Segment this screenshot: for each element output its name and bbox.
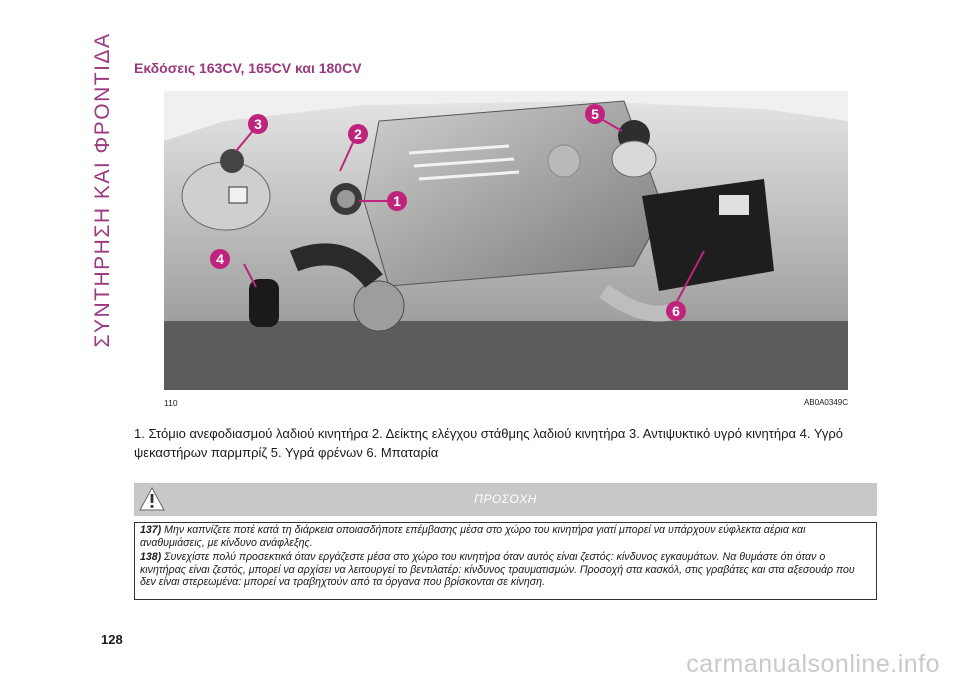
warning-item-text: Μην καπνίζετε ποτέ κατά τη διάρκεια οποιασδήποτε επέμβασης μέσα στο χώρο του κινητήρα γιατί μπορεί να υπάρχουν εύφλεκτα αέρια και αναθυμιάσεις, με κίνδυνο ανάφλεξης. — [140, 524, 806, 549]
engine-bay-photo — [164, 91, 848, 390]
svg-text:5: 5 — [591, 106, 599, 122]
warning-box — [134, 522, 877, 600]
watermark: carmanualsonline.info — [686, 650, 940, 678]
svg-text:4: 4 — [216, 251, 224, 267]
warning-item-text: Συνεχίστε πολύ προσεκτικά όταν εργάζεστε μέσα στο χώρο του κινητήρα όταν αυτός είναι ζεστός: κίνδυνος εγκαυμάτων. Να θυμάστε ότι όταν ο κινητήρας είναι ζεστός, μπορεί να αρχίσει να λειτουργεί το βεντιλατέρ: κίνδυνος τραυματισμών. Προσοχή στα κασκόλ, στις γραβάτες και στα αξεσουάρ που δεν είναι στερεωμένα: μπορεί να τραβηχτούν από τα όργανα που βρίσκονται σε κίνηση. — [140, 551, 855, 588]
svg-text:6: 6 — [672, 303, 680, 319]
callout-3 — [248, 114, 268, 134]
callout-2 — [348, 124, 368, 144]
svg-text:1: 1 — [393, 193, 401, 209]
callout-5 — [585, 104, 605, 124]
chapter-side-title-text: ΣΥΝΤΗΡΗΣΗ ΚΑΙ ΦΡΟΝΤΙΔΑ — [91, 32, 114, 348]
warning-item — [135, 550, 876, 590]
warning-header — [134, 483, 877, 516]
figure-number: 110 — [164, 398, 178, 408]
chapter-side-title — [88, 32, 118, 348]
section-heading: Εκδόσεις 163CV, 165CV και 180CV — [134, 60, 362, 76]
svg-text:2: 2 — [354, 126, 362, 142]
svg-text:3: 3 — [254, 116, 262, 132]
figure-code: AB0A0349C — [803, 398, 848, 407]
warning-title: ΠΡΟΣΟΧΗ — [474, 492, 537, 506]
figure-caption: 1. Στόμιο ανεφοδιασμού λαδιού κινητήρα 2. Δείκτης ελέγχου στάθμης λαδιού κινητήρα 3. Αντιψυκτικό υγρό κινητήρα 4. Υγρό ψεκαστήρων παρμπρίζ 5. Υγρά φρένων 6. Μπαταρία — [134, 426, 844, 460]
warning-item — [135, 523, 876, 550]
warning-item-ref: 138) — [140, 551, 162, 563]
callout-6 — [666, 301, 686, 321]
callout-1 — [387, 191, 407, 211]
warning-item-ref: 137) — [140, 524, 162, 536]
page-number: 128 — [101, 632, 123, 647]
callout-4 — [210, 249, 230, 269]
engine-bay-illustration — [164, 91, 848, 390]
